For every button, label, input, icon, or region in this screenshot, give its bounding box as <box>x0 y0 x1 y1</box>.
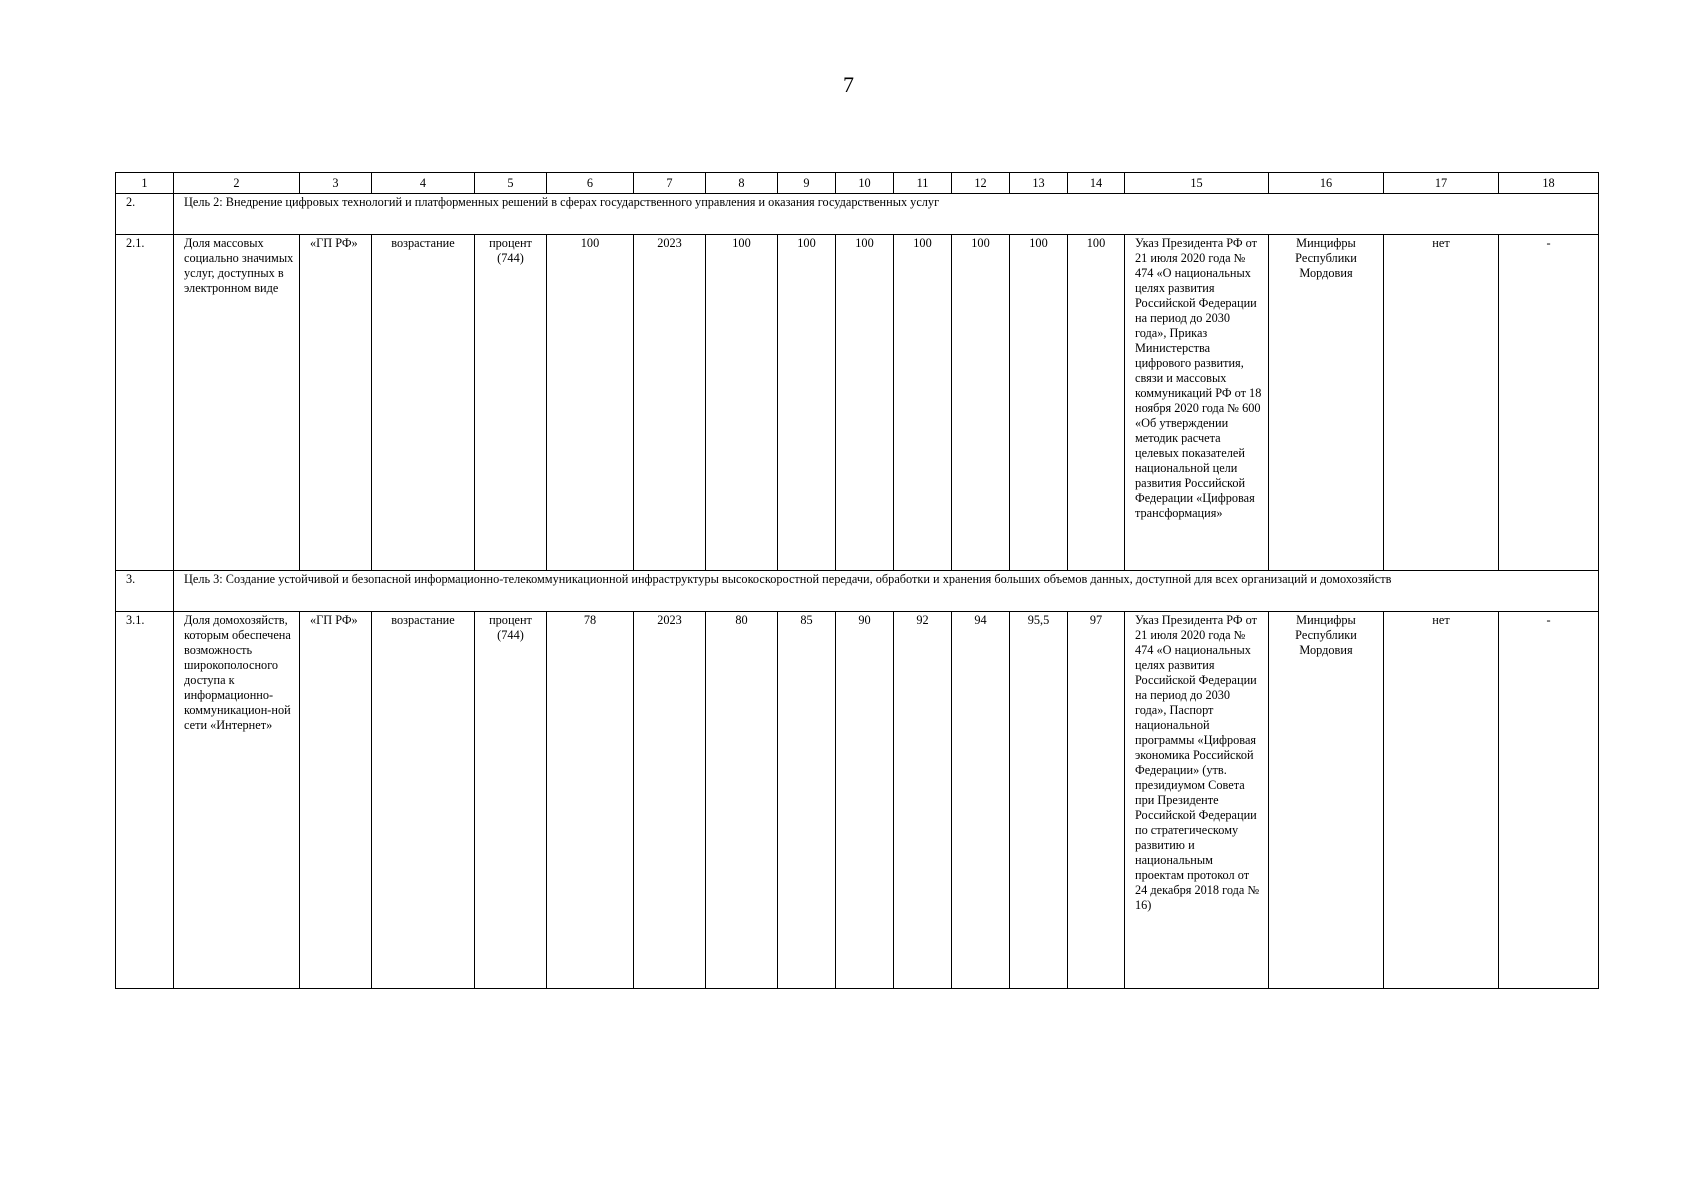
indicator-trend: возрастание <box>372 235 475 571</box>
goal-row <box>116 194 1599 235</box>
column-number: 4 <box>372 173 475 194</box>
indicator-unit: процент (744) <box>475 612 547 989</box>
value-2028: 100 <box>952 235 1010 571</box>
column-number: 14 <box>1068 173 1125 194</box>
goal-number: 2. <box>116 194 174 235</box>
value-2027: 100 <box>894 235 952 571</box>
indicator-document: Указ Президента РФ от 21 июля 2020 года № 474 «О национальных целях развития Российской Федерации на период до 2030 года», Паспорт национальной программы «Цифровая экономика Российской Федерации» (утв. президиумом Совета при Президенте Российской Федерации по стратегическому развитию и национальным проектам протокол от 24 декабря 2018 года № 16) <box>1125 612 1269 989</box>
column-number: 10 <box>836 173 894 194</box>
base-value: 78 <box>547 612 634 989</box>
column-number: 2 <box>174 173 300 194</box>
indicator-col18: - <box>1499 612 1599 989</box>
indicator-col17: нет <box>1384 612 1499 989</box>
indicator-responsible: Минцифры Республики Мордовия <box>1269 235 1384 571</box>
value-2030: 97 <box>1068 612 1125 989</box>
indicator-name: Доля массовых социально значимых услуг, доступных в электронном виде <box>174 235 300 571</box>
indicator-name: Доля домохозяйств, которым обеспечена возможность широкополосного доступа к информационно-коммуникацион-ной сети «Интернет» <box>174 612 300 989</box>
value-2029: 100 <box>1010 235 1068 571</box>
value-2030: 100 <box>1068 235 1125 571</box>
goal-row <box>116 571 1599 612</box>
column-number: 9 <box>778 173 836 194</box>
indicator-responsible: Минцифры Республики Мордовия <box>1269 612 1384 989</box>
column-number: 1 <box>116 173 174 194</box>
value-2026: 100 <box>836 235 894 571</box>
indicator-level: «ГП РФ» <box>300 235 372 571</box>
column-number: 5 <box>475 173 547 194</box>
column-number: 11 <box>894 173 952 194</box>
indicator-number: 3.1. <box>116 612 174 989</box>
value-2027: 92 <box>894 612 952 989</box>
indicator-trend: возрастание <box>372 612 475 989</box>
column-number: 3 <box>300 173 372 194</box>
value-2029: 95,5 <box>1010 612 1068 989</box>
column-number: 18 <box>1499 173 1599 194</box>
indicator-col17: нет <box>1384 235 1499 571</box>
column-number: 8 <box>706 173 778 194</box>
indicator-level: «ГП РФ» <box>300 612 372 989</box>
indicator-row <box>116 235 1599 571</box>
base-year: 2023 <box>634 235 706 571</box>
value-2024: 100 <box>706 235 778 571</box>
value-2026: 90 <box>836 612 894 989</box>
goal-number: 3. <box>116 571 174 612</box>
base-value: 100 <box>547 235 634 571</box>
column-number: 12 <box>952 173 1010 194</box>
goal-title: Цель 2: Внедрение цифровых технологий и платформенных решений в сферах государственного управления и оказания государственных услуг <box>174 194 1599 235</box>
value-2028: 94 <box>952 612 1010 989</box>
column-number: 7 <box>634 173 706 194</box>
base-year: 2023 <box>634 612 706 989</box>
indicator-unit: процент (744) <box>475 235 547 571</box>
value-2025: 100 <box>778 235 836 571</box>
column-number: 13 <box>1010 173 1068 194</box>
column-number-row <box>116 173 1599 194</box>
column-number: 15 <box>1125 173 1269 194</box>
page-number: 7 <box>843 72 854 97</box>
column-number: 16 <box>1269 173 1384 194</box>
indicator-row <box>116 612 1599 989</box>
indicators-table <box>115 172 1599 989</box>
value-2024: 80 <box>706 612 778 989</box>
indicator-col18: - <box>1499 235 1599 571</box>
value-2025: 85 <box>778 612 836 989</box>
goal-title: Цель 3: Создание устойчивой и безопасной информационно-телекоммуникационной инфраструктуры высокоскоростной передачи, обработки и хранения больших объемов данных, доступной для всех организаций и домохозяйств <box>174 571 1599 612</box>
indicator-document: Указ Президента РФ от 21 июля 2020 года № 474 «О национальных целях развития Российской Федерации на период до 2030 года», Приказ Министерства цифрового развития, связи и массовых коммуникаций РФ от 18 ноября 2020 года № 600 «Об утверждении методик расчета целевых показателей национальной цели развития Российской Федерации «Цифровая трансформация» <box>1125 235 1269 571</box>
indicator-number: 2.1. <box>116 235 174 571</box>
column-number: 17 <box>1384 173 1499 194</box>
column-number: 6 <box>547 173 634 194</box>
